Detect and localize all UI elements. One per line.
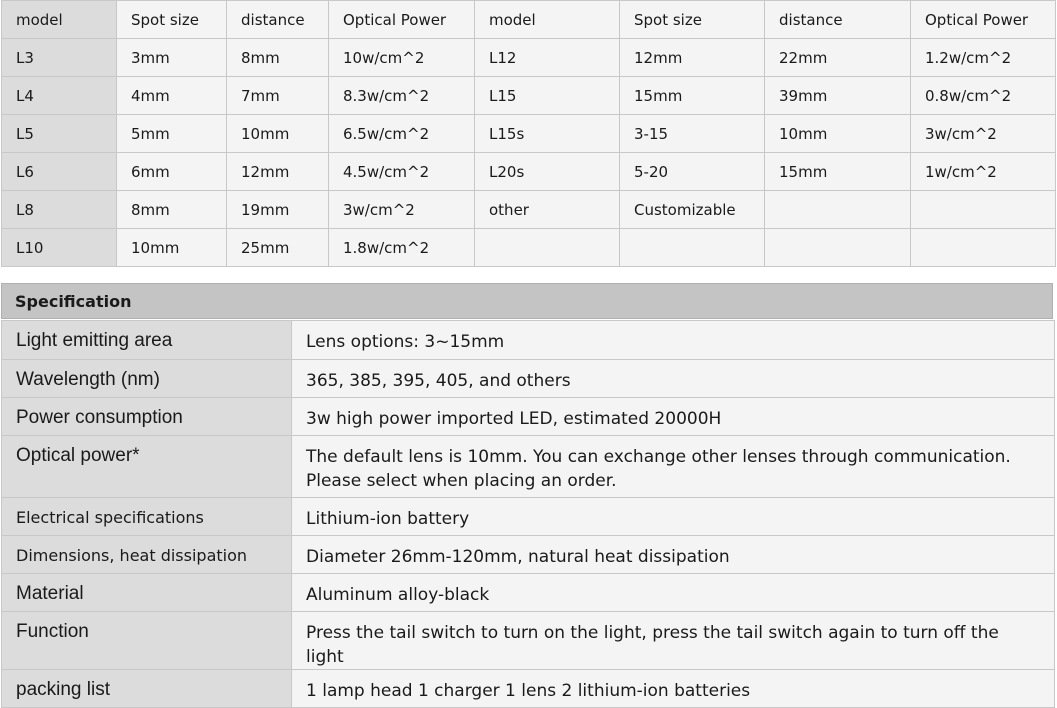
spec-row: [2, 612, 1055, 670]
spec-row: [2, 498, 1055, 536]
models-cell: 1.8w/cm^2: [329, 229, 475, 267]
models-cell: 5-20: [620, 153, 765, 191]
spec-row: [2, 574, 1055, 612]
models-cell: [911, 229, 1056, 267]
models-cell: 22mm: [765, 39, 911, 77]
models-cell: 6mm: [117, 153, 227, 191]
models-cell: 4mm: [117, 77, 227, 115]
spec-value: 3w high power imported LED, estimated 20000H: [292, 398, 1055, 436]
spec-row: [2, 670, 1055, 708]
models-cell: 10mm: [765, 115, 911, 153]
models-cell: 6.5w/cm^2: [329, 115, 475, 153]
models-cell: [765, 191, 911, 229]
models-row: [2, 115, 1056, 153]
spec-label: Material: [2, 574, 292, 612]
spec-row: [2, 398, 1055, 436]
spec-value: Press the tail switch to turn on the light, press the tail switch again to turn off the light: [292, 612, 1055, 670]
models-table: [1, 0, 1056, 267]
models-cell: 3mm: [117, 39, 227, 77]
models-cell: L15s: [475, 115, 620, 153]
models-cell: 8mm: [117, 191, 227, 229]
models-header-cell: Optical Power: [911, 1, 1056, 39]
models-cell: 10mm: [227, 115, 329, 153]
models-row: [2, 229, 1056, 267]
models-cell: L8: [2, 191, 117, 229]
spec-row: [2, 436, 1055, 498]
models-row: [2, 39, 1056, 77]
models-cell: [765, 229, 911, 267]
models-cell: 5mm: [117, 115, 227, 153]
models-cell: 12mm: [620, 39, 765, 77]
models-header-cell: model: [475, 1, 620, 39]
spec-label: Light emitting area: [2, 321, 292, 360]
models-cell: 1.2w/cm^2: [911, 39, 1056, 77]
models-cell: 8mm: [227, 39, 329, 77]
models-header-cell: Spot size: [117, 1, 227, 39]
models-cell: 8.3w/cm^2: [329, 77, 475, 115]
models-cell: 3w/cm^2: [329, 191, 475, 229]
models-header-cell: Optical Power: [329, 1, 475, 39]
spec-row: [2, 536, 1055, 574]
models-cell: [911, 191, 1056, 229]
models-cell: 15mm: [765, 153, 911, 191]
spec-label: packing list: [2, 670, 292, 708]
spec-value: The default lens is 10mm. You can exchange other lenses through communication. Please select when placing an order.: [292, 436, 1055, 498]
spec-label: Function: [2, 612, 292, 670]
spec-value: 365, 385, 395, 405, and others: [292, 360, 1055, 398]
models-cell: [620, 229, 765, 267]
models-cell: L12: [475, 39, 620, 77]
models-header-row: [2, 1, 1056, 39]
models-header-cell: model: [2, 1, 117, 39]
spec-value: Diameter 26mm-120mm, natural heat dissipation: [292, 536, 1055, 574]
models-cell: other: [475, 191, 620, 229]
spec-row: [2, 360, 1055, 398]
models-header-cell: distance: [227, 1, 329, 39]
models-cell: 12mm: [227, 153, 329, 191]
models-cell: 3-15: [620, 115, 765, 153]
models-cell: 15mm: [620, 77, 765, 115]
specification-table: [1, 320, 1055, 708]
models-cell: 1w/cm^2: [911, 153, 1056, 191]
models-cell: L3: [2, 39, 117, 77]
spec-row: [2, 321, 1055, 360]
models-cell: L6: [2, 153, 117, 191]
models-cell: 25mm: [227, 229, 329, 267]
models-cell: [475, 229, 620, 267]
models-cell: 19mm: [227, 191, 329, 229]
models-cell: L20s: [475, 153, 620, 191]
models-cell: 39mm: [765, 77, 911, 115]
spec-value: Lens options: 3~15mm: [292, 321, 1055, 360]
models-cell: 4.5w/cm^2: [329, 153, 475, 191]
spec-value: Lithium-ion battery: [292, 498, 1055, 536]
models-header-cell: distance: [765, 1, 911, 39]
models-cell: 0.8w/cm^2: [911, 77, 1056, 115]
spec-label: Wavelength (nm): [2, 360, 292, 398]
spec-label: Power consumption: [2, 398, 292, 436]
models-cell: L5: [2, 115, 117, 153]
models-row: [2, 77, 1056, 115]
models-cell: 10w/cm^2: [329, 39, 475, 77]
models-cell: L10: [2, 229, 117, 267]
spec-label: Dimensions, heat dissipation: [2, 536, 292, 574]
models-row: [2, 191, 1056, 229]
spec-value: Aluminum alloy-black: [292, 574, 1055, 612]
models-header-cell: Spot size: [620, 1, 765, 39]
specification-title: Specification: [1, 283, 1053, 319]
models-cell: L15: [475, 77, 620, 115]
models-cell: 3w/cm^2: [911, 115, 1056, 153]
spec-label: Electrical specifications: [2, 498, 292, 536]
spec-value: 1 lamp head 1 charger 1 lens 2 lithium-ion batteries: [292, 670, 1055, 708]
models-cell: 7mm: [227, 77, 329, 115]
spec-label: Optical power*: [2, 436, 292, 498]
models-cell: 10mm: [117, 229, 227, 267]
models-row: [2, 153, 1056, 191]
models-cell: L4: [2, 77, 117, 115]
models-cell: Customizable: [620, 191, 765, 229]
